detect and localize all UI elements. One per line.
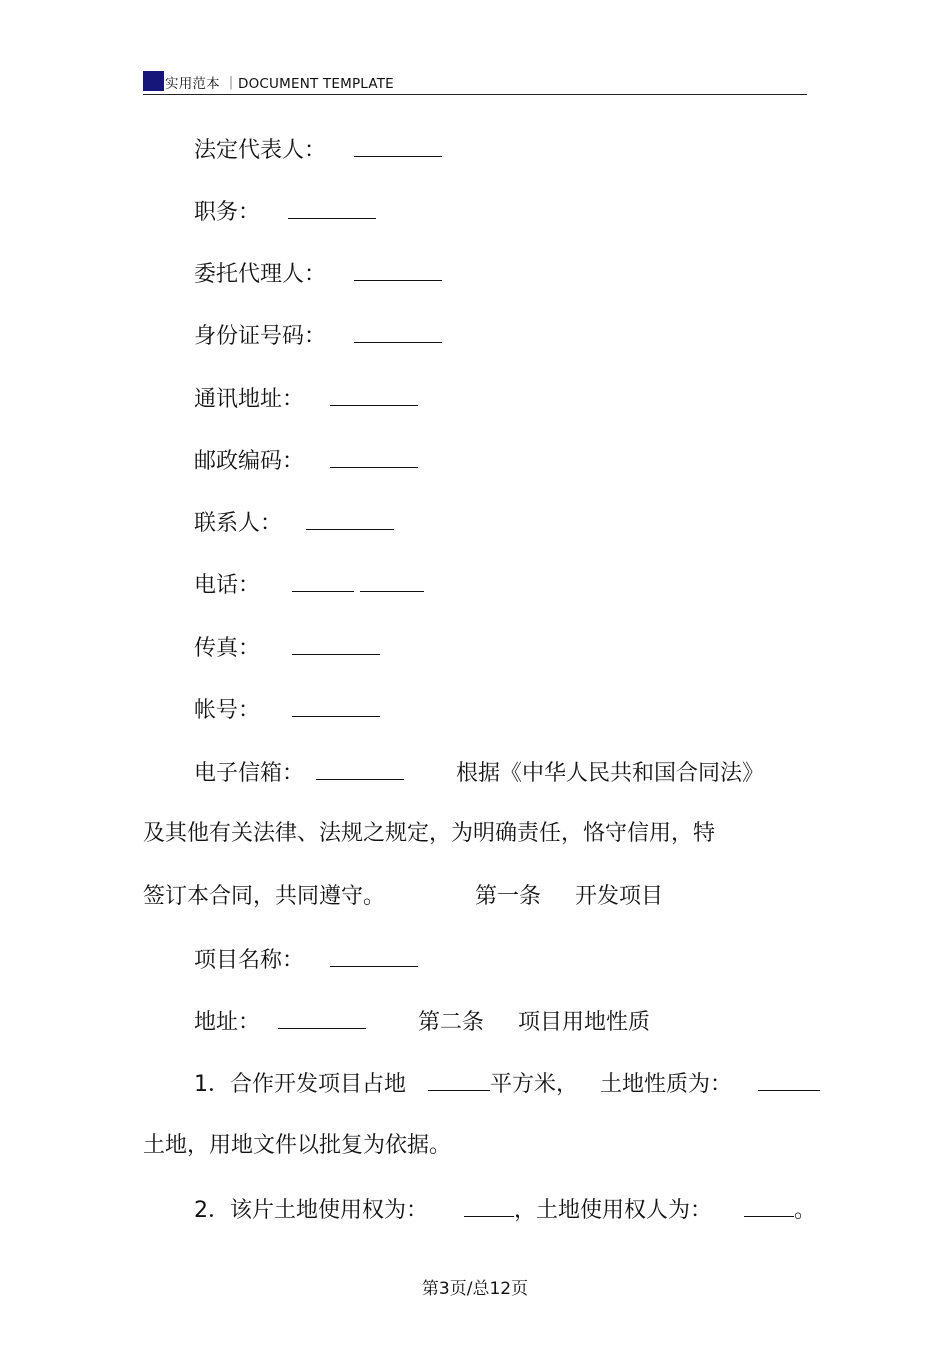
field-contact [194, 509, 394, 537]
clause-item-1 [194, 1070, 820, 1098]
field-email [194, 759, 764, 787]
field-project-name [194, 946, 418, 974]
field-label: 电子信箱： [194, 761, 305, 786]
basis-text: 签订本合同，共同遵守。 [143, 884, 386, 909]
field-label: 身份证号码： [194, 324, 327, 349]
field-label: 通讯地址： [194, 387, 305, 412]
page-number: 第3页/总12页 [421, 1279, 529, 1299]
blank-line [288, 198, 376, 219]
field-label: 委托代理人： [194, 262, 327, 287]
blank-line [354, 322, 442, 343]
field-label: 职务： [194, 200, 261, 225]
field-label: 项目名称： [194, 948, 305, 973]
basis-text: 根据《中华人民共和国合同法》 [456, 761, 765, 786]
clause-text: 平方米， [490, 1072, 579, 1097]
paragraph-line [143, 821, 715, 847]
paragraph-line [143, 1133, 451, 1159]
clause-text: 土地，用地文件以批复为依据。 [143, 1133, 452, 1158]
blank-line [292, 634, 380, 655]
field-fax [194, 634, 380, 662]
field-label: 地址： [194, 1010, 261, 1035]
field-label: 帐号： [194, 698, 261, 723]
field-phone [194, 571, 424, 599]
basis-text: 及其他有关法律、法规之规定，为明确责任，恪守信用，特 [143, 821, 716, 846]
clause-text: 1．合作开发项目占地 [194, 1072, 406, 1097]
clause-text: 2．该片土地使用权为： [194, 1198, 428, 1223]
blank-line [316, 759, 404, 780]
field-legal-rep [194, 136, 442, 164]
blank-line [292, 571, 354, 592]
blank-line [354, 260, 442, 281]
field-postcode [194, 447, 418, 475]
blank-line [278, 1008, 366, 1029]
document-header [143, 68, 807, 95]
blank-line [428, 1070, 490, 1091]
blank-line [306, 509, 394, 530]
article-number: 第一条 [475, 884, 542, 909]
field-label: 电话： [194, 573, 261, 598]
field-agent [194, 260, 442, 288]
paragraph-line [143, 884, 663, 910]
field-label: 联系人： [194, 511, 283, 536]
field-label: 传真： [194, 636, 261, 661]
blank-line [330, 447, 418, 468]
header-title: 实用范本 ｜DOCUMENT TEMPLATE [165, 76, 394, 92]
blank-line [744, 1196, 794, 1217]
clause-text: ，土地使用权人为： [514, 1198, 713, 1223]
blank-line [330, 946, 418, 967]
article-title: 开发项目 [575, 884, 664, 909]
blank-line [292, 696, 380, 717]
article-number: 第二条 [418, 1010, 485, 1035]
clause-text: 。 [794, 1198, 817, 1223]
field-position [194, 198, 376, 226]
blank-line [360, 571, 424, 592]
clause-text: 土地性质为： [600, 1072, 733, 1097]
field-address [194, 385, 418, 413]
blank-line [758, 1070, 820, 1091]
field-label: 法定代表人： [194, 138, 327, 163]
blank-line [330, 385, 418, 406]
blank-line [354, 136, 442, 157]
field-id-number [194, 322, 442, 350]
logo-square-icon [143, 71, 164, 91]
field-account [194, 696, 380, 724]
article-title: 项目用地性质 [518, 1010, 651, 1035]
field-label: 邮政编码： [194, 449, 305, 474]
clause-item-2 [194, 1196, 816, 1224]
field-site-address [194, 1008, 650, 1036]
blank-line [464, 1196, 514, 1217]
